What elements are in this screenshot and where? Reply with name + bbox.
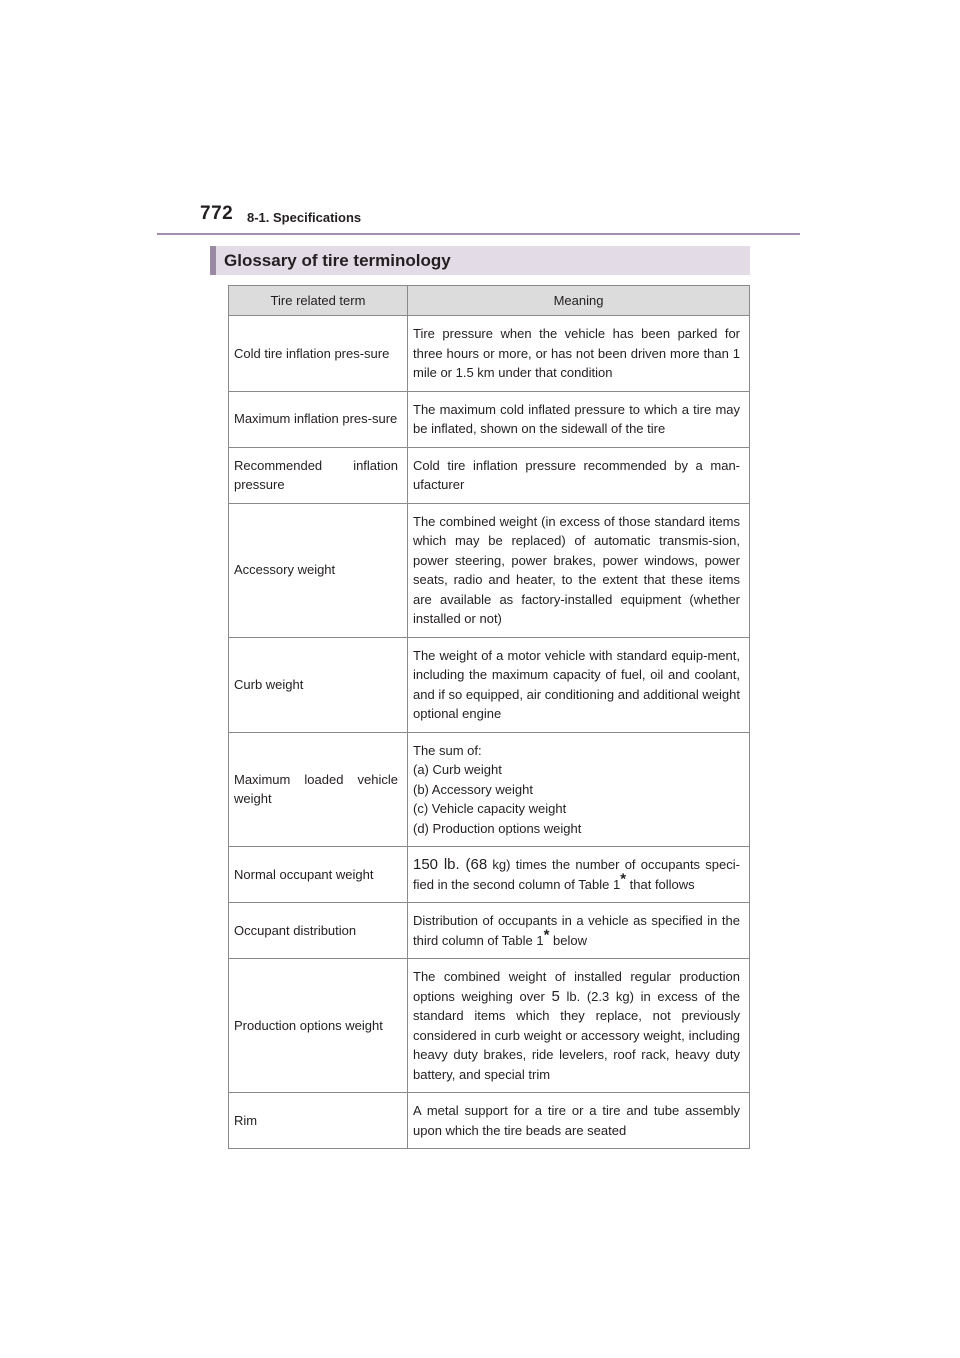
section-label: 8-1. Specifications: [247, 210, 362, 225]
meaning-text: lb. (2.3 kg) in excess of the standard items which they replace, not previously considered in curb weight or accessory weight, including heavy duty brakes, ride levelers, roof rack, heavy duty battery, and special trim: [413, 988, 741, 1082]
meaning-tail: that follows: [626, 876, 695, 892]
meaning-cell: The weight of a motor vehicle with standard equip-ment, including the maximum capacity of fuel, oil and coolant, and if so equipped, air conditioning and additional weight optional engine: [408, 637, 750, 732]
term-cell: Occupant distribution: [229, 903, 408, 959]
table-row: [229, 391, 750, 447]
meaning-cell: [408, 847, 750, 903]
term-cell: Cold tire inflation pres-sure: [229, 316, 408, 392]
table-row: [229, 637, 750, 732]
meaning-cell: The combined weight (in excess of those standard items which may be replaced) of automatic transmis-sion, power steering, power brakes, power windows, power seats, radio and heater, to the extent that these items are available as factory-installed equipment (whether installed or not): [408, 503, 750, 637]
meaning-lead: 150 lb. (68: [413, 856, 488, 873]
meaning-cell: The maximum cold inflated pressure to which a tire may be inflated, shown on the sidewall of the tire: [408, 391, 750, 447]
page-number: 772: [200, 203, 234, 224]
term-cell: Production options weight: [229, 959, 408, 1093]
term-cell: Maximum loaded vehicle weight: [229, 732, 408, 847]
meaning-tail: below: [549, 932, 587, 948]
table-row: [229, 503, 750, 637]
meaning-cell: Tire pressure when the vehicle has been parked for three hours or more, or has not been driven more than 1 mile or 1.5 km under that condition: [408, 316, 750, 392]
table-header-row: [229, 286, 750, 316]
column-header-meaning: Meaning: [408, 286, 750, 316]
term-cell: Recommended inflation pressure: [229, 447, 408, 503]
table-row: [229, 447, 750, 503]
table-row: [229, 847, 750, 903]
meaning-item: (c) Vehicle capacity weight: [413, 801, 567, 816]
section-heading: Glossary of tire terminology: [210, 246, 750, 275]
term-cell: Rim: [229, 1093, 408, 1149]
meaning-cell: [408, 732, 750, 847]
term-cell: Maximum inflation pres-sure: [229, 391, 408, 447]
glossary-table: [228, 285, 750, 1149]
meaning-item: (d) Production options weight: [413, 820, 582, 836]
meaning-item: (a) Curb weight: [413, 762, 502, 777]
meaning-text: The combined weight of installed regular production options weighing over: [413, 969, 740, 1004]
table-row: [229, 1093, 750, 1149]
meaning-text: kg) times the number of occupants speci-fied in the second column of Table 1: [413, 857, 740, 892]
table-row: [229, 732, 750, 847]
column-header-term: Tire related term: [229, 286, 408, 316]
meaning-cell: A metal support for a tire or a tire and tube assembly upon which the tire beads are seated: [408, 1093, 750, 1149]
meaning-number: 5: [551, 987, 560, 1005]
meaning-cell: Cold tire inflation pressure recommended by a man-ufacturer: [408, 447, 750, 503]
footnote-star: *: [620, 870, 627, 888]
term-cell: Curb weight: [229, 637, 408, 732]
meaning-cell: [408, 959, 750, 1093]
table-row: [229, 903, 750, 959]
meaning-intro: The sum of:: [413, 742, 482, 758]
meaning-cell: [408, 903, 750, 959]
table-row: [229, 959, 750, 1093]
header-rule: [157, 233, 800, 235]
term-cell: Normal occupant weight: [229, 847, 408, 903]
meaning-text: Distribution of occupants in a vehicle as specified in the third column of Table 1: [413, 913, 740, 948]
term-cell: Accessory weight: [229, 503, 408, 637]
footnote-star: *: [543, 926, 550, 944]
meaning-item: (b) Accessory weight: [413, 781, 533, 797]
table-row: [229, 316, 750, 392]
